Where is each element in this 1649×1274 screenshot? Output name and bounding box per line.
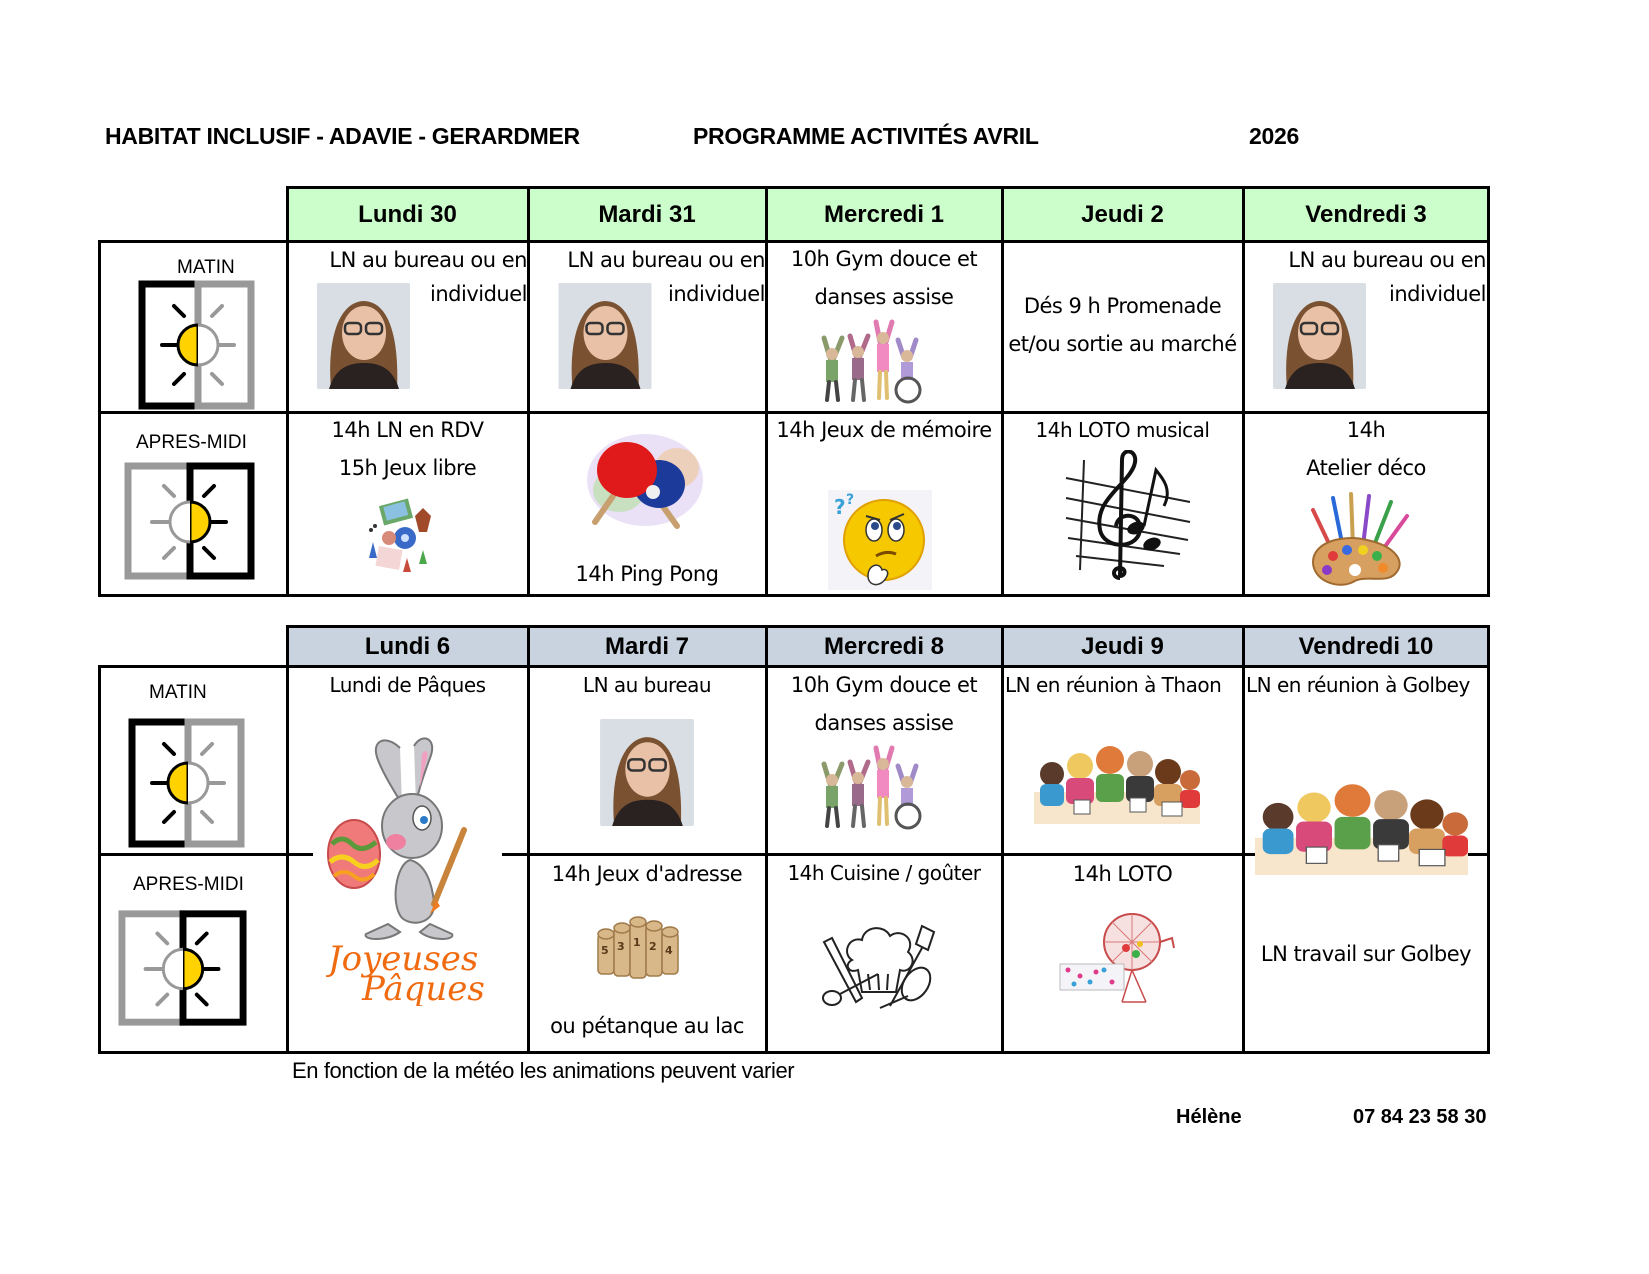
day-header-vendredi-3 — [1243, 188, 1489, 241]
meeting-people-icon — [1255, 775, 1468, 875]
w2-tue-afternoon-line1: 14h Jeux d'adresse — [551, 862, 743, 886]
person-photo-icon — [600, 719, 694, 826]
day-header-lundi-30 — [287, 188, 528, 241]
period-label-morning: MATIN — [177, 257, 235, 278]
period-label-morning: MATIN — [149, 682, 207, 703]
day-label: Jeudi 9 — [1081, 632, 1164, 660]
w1-fri-afternoon-line1: 14h — [1346, 418, 1386, 442]
afternoon-sun-window-icon — [124, 462, 256, 580]
svg-text:1: 1 — [633, 936, 641, 949]
cooking-tools-icon — [818, 918, 942, 1014]
gym-people-icon — [812, 744, 924, 830]
day-label: Mardi 7 — [604, 632, 690, 660]
contact-phone[interactable]: 07 84 23 58 30 — [1353, 1106, 1487, 1128]
svg-text:?: ? — [846, 492, 855, 508]
person-photo-icon — [1273, 283, 1366, 389]
easter-greeting-logo: Joyeuses — [328, 939, 479, 979]
music-note-icon — [1060, 450, 1194, 582]
w1-wed-morning-line1: 10h Gym douce et — [790, 247, 978, 271]
svg-text:3: 3 — [617, 940, 625, 953]
w2-fri-morning-line1: LN en réunion à Golbey — [1246, 673, 1470, 697]
board-games-icon — [365, 498, 445, 578]
morning-sun-window-icon — [138, 280, 256, 410]
day-header-jeudi-9 — [1002, 627, 1243, 666]
day-label: Mardi 31 — [598, 200, 696, 228]
day-header-vendredi-10 — [1243, 627, 1489, 666]
w1-fri-morning-line1: LN au bureau ou en — [1288, 248, 1486, 272]
day-header-lundi-6 — [287, 627, 528, 666]
molkky-pins-icon — [594, 904, 686, 986]
day-label: Vendredi 3 — [1305, 200, 1427, 228]
w1-tue-morning-line2: individuel — [668, 282, 765, 306]
day-label: Mercredi 8 — [823, 632, 945, 660]
svg-text:4: 4 — [665, 944, 673, 957]
w2-tue-afternoon-line2: ou pétanque au lac — [550, 1014, 744, 1038]
easter-bunny-icon — [326, 734, 496, 1006]
w2-wed-afternoon-line1: 14h Cuisine / goûter — [787, 861, 981, 885]
day-label: Mercredi 1 — [823, 200, 945, 228]
day-label: Lundi 30 — [358, 200, 457, 228]
w2-wed-morning-line2: danses assise — [814, 711, 954, 735]
day-header-mardi-31 — [528, 188, 766, 241]
w1-mon-morning-line1: LN au bureau ou en — [329, 248, 527, 272]
w1-thu-morning-line1: Dés 9 h Promenade — [1023, 294, 1222, 318]
ping-pong-icon — [573, 422, 713, 534]
person-photo-icon — [317, 283, 410, 389]
w1-mon-morning-line2: individuel — [430, 282, 527, 306]
w1-mon-afternoon-line2: 15h Jeux libre — [338, 456, 477, 480]
day-header-mardi-7 — [528, 627, 766, 666]
org-title: HABITAT INCLUSIF - ADAVIE - GERARDMER — [105, 123, 580, 149]
w2-thu-morning-line1: LN en réunion à Thaon — [1005, 673, 1222, 697]
meeting-people-icon — [1034, 738, 1200, 824]
program-title: PROGRAMME ACTIVITÉS AVRIL — [693, 123, 1039, 149]
contact-name: Hélène — [1176, 1106, 1242, 1128]
w1-fri-morning-line2: individuel — [1389, 282, 1486, 306]
w1-wed-morning-line2: danses assise — [814, 285, 954, 309]
morning-sun-window-icon — [126, 718, 248, 848]
svg-text:2: 2 — [649, 940, 657, 953]
lottery-drum-icon — [1056, 908, 1186, 1008]
w1-thu-afternoon-line1: 14h LOTO musical — [1035, 418, 1210, 442]
year-title: 2026 — [1249, 123, 1299, 149]
svg-text:Pâques: Pâques — [362, 969, 485, 1006]
w1-wed-afternoon-line1: 14h Jeux de mémoire — [776, 418, 992, 442]
w2-tue-morning-line1: LN au bureau — [582, 673, 712, 697]
day-header-mercredi-8 — [766, 627, 1002, 666]
w1-mon-afternoon-line1: 14h LN en RDV — [331, 418, 484, 442]
day-label: Vendredi 10 — [1298, 632, 1434, 660]
w2-mon-line1: Lundi de Pâques — [329, 673, 486, 697]
w1-tue-morning-line1: LN au bureau ou en — [567, 248, 765, 272]
thinking-smiley-icon — [828, 490, 932, 590]
w1-fri-afternoon-line2: Atelier déco — [1306, 456, 1426, 480]
weather-note: En fonction de la météo les animations peuvent varier — [292, 1058, 795, 1083]
w1-tue-afternoon-line1: 14h Ping Pong — [575, 562, 719, 586]
day-label: Lundi 6 — [364, 632, 451, 660]
w1-thu-morning-line2: et/ou sortie au marché — [1008, 332, 1237, 356]
period-label-afternoon: APRES-MIDI — [133, 874, 244, 895]
period-label-afternoon: APRES-MIDI — [136, 432, 247, 453]
w2-thu-afternoon-line1: 14h LOTO — [1072, 862, 1173, 886]
afternoon-sun-window-icon — [118, 908, 248, 1028]
w2-wed-morning-line1: 10h Gym douce et — [790, 673, 978, 697]
day-label: Jeudi 2 — [1081, 200, 1164, 228]
svg-text:?: ? — [834, 495, 846, 519]
gym-people-icon — [812, 318, 924, 404]
person-photo-icon — [558, 283, 652, 389]
svg-text:5: 5 — [601, 944, 609, 957]
w2-fri-afternoon-line1: LN travail sur Golbey — [1260, 942, 1472, 966]
day-header-jeudi-2 — [1002, 188, 1243, 241]
day-header-mercredi-1 — [766, 188, 1002, 241]
paint-palette-icon — [1303, 490, 1415, 586]
